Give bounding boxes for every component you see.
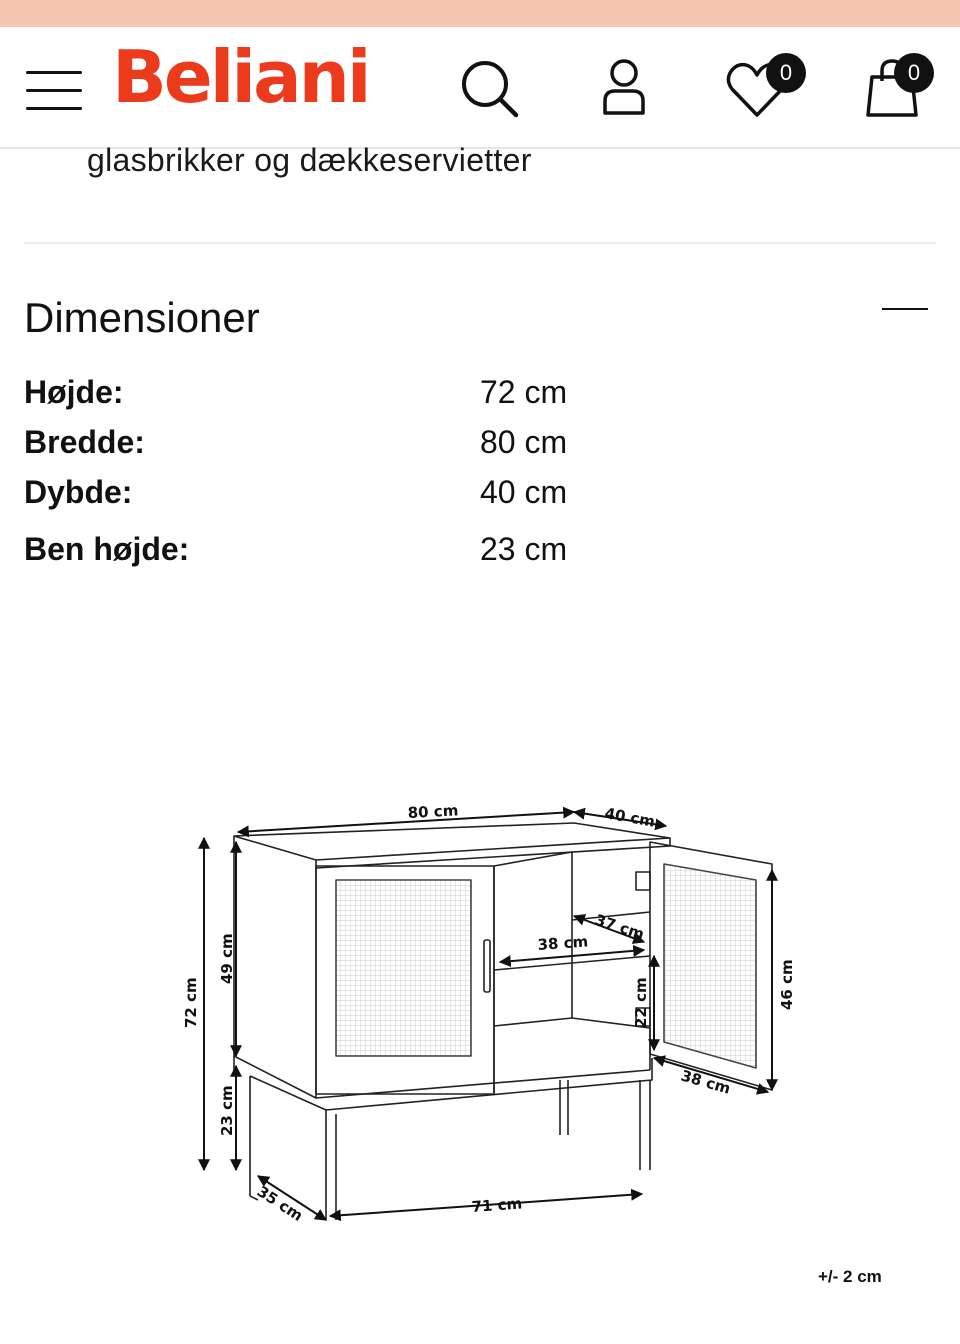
collapse-minus-icon[interactable] — [880, 300, 930, 320]
label-depth-top: 40 cm — [603, 804, 657, 831]
cart-count-badge: 0 — [894, 53, 934, 93]
dimension-label: Bredde: — [24, 424, 145, 460]
label-total-height: 72 cm — [182, 977, 200, 1028]
search-icon[interactable] — [458, 57, 524, 123]
brand-logo[interactable]: Beliani — [112, 35, 369, 119]
label-shelf-width: 38 cm — [537, 932, 589, 954]
dimensions-title[interactable]: Dimensioner — [24, 294, 260, 341]
label-leg-width: 71 cm — [471, 1194, 523, 1216]
label-width-top: 80 cm — [407, 801, 459, 822]
dimension-label: Dybde: — [24, 474, 133, 510]
dimension-row-width — [24, 424, 724, 468]
label-body-height: 49 cm — [218, 933, 236, 984]
dimension-row-depth — [24, 474, 724, 518]
section-divider — [24, 242, 936, 244]
dimension-value: 72 cm — [480, 374, 568, 410]
tolerance-note: +/- 2 cm — [818, 1267, 882, 1286]
label-leg-depth: 35 cm — [253, 1182, 307, 1225]
dimension-label: Ben højde: — [24, 531, 190, 567]
cart-button[interactable] — [864, 53, 940, 123]
site-header — [0, 27, 960, 149]
dimension-value: 23 cm — [480, 531, 568, 567]
label-leg-height: 23 cm — [218, 1085, 236, 1136]
dimension-row-height — [24, 374, 724, 418]
menu-icon[interactable] — [26, 69, 84, 113]
dimension-value: 40 cm — [480, 474, 568, 510]
feature-list-text: glasbrikker og dækkeservietter — [87, 142, 532, 178]
dimension-value: 80 cm — [480, 424, 568, 460]
dimension-label: Højde: — [24, 374, 124, 410]
dimension-diagram — [160, 780, 900, 1240]
label-door-width: 38 cm — [678, 1066, 733, 1098]
label-door-height: 46 cm — [778, 959, 796, 1010]
cabinet-drawing — [234, 823, 772, 1220]
wishlist-button[interactable] — [724, 53, 814, 123]
top-banner-strip — [0, 0, 960, 27]
user-icon[interactable] — [598, 57, 650, 119]
label-inner-height: 22 cm — [632, 977, 650, 1028]
wishlist-count-badge: 0 — [766, 53, 806, 93]
dimension-row-leg-height — [24, 531, 724, 575]
label-shelf-depth: 37 cm — [592, 910, 647, 944]
